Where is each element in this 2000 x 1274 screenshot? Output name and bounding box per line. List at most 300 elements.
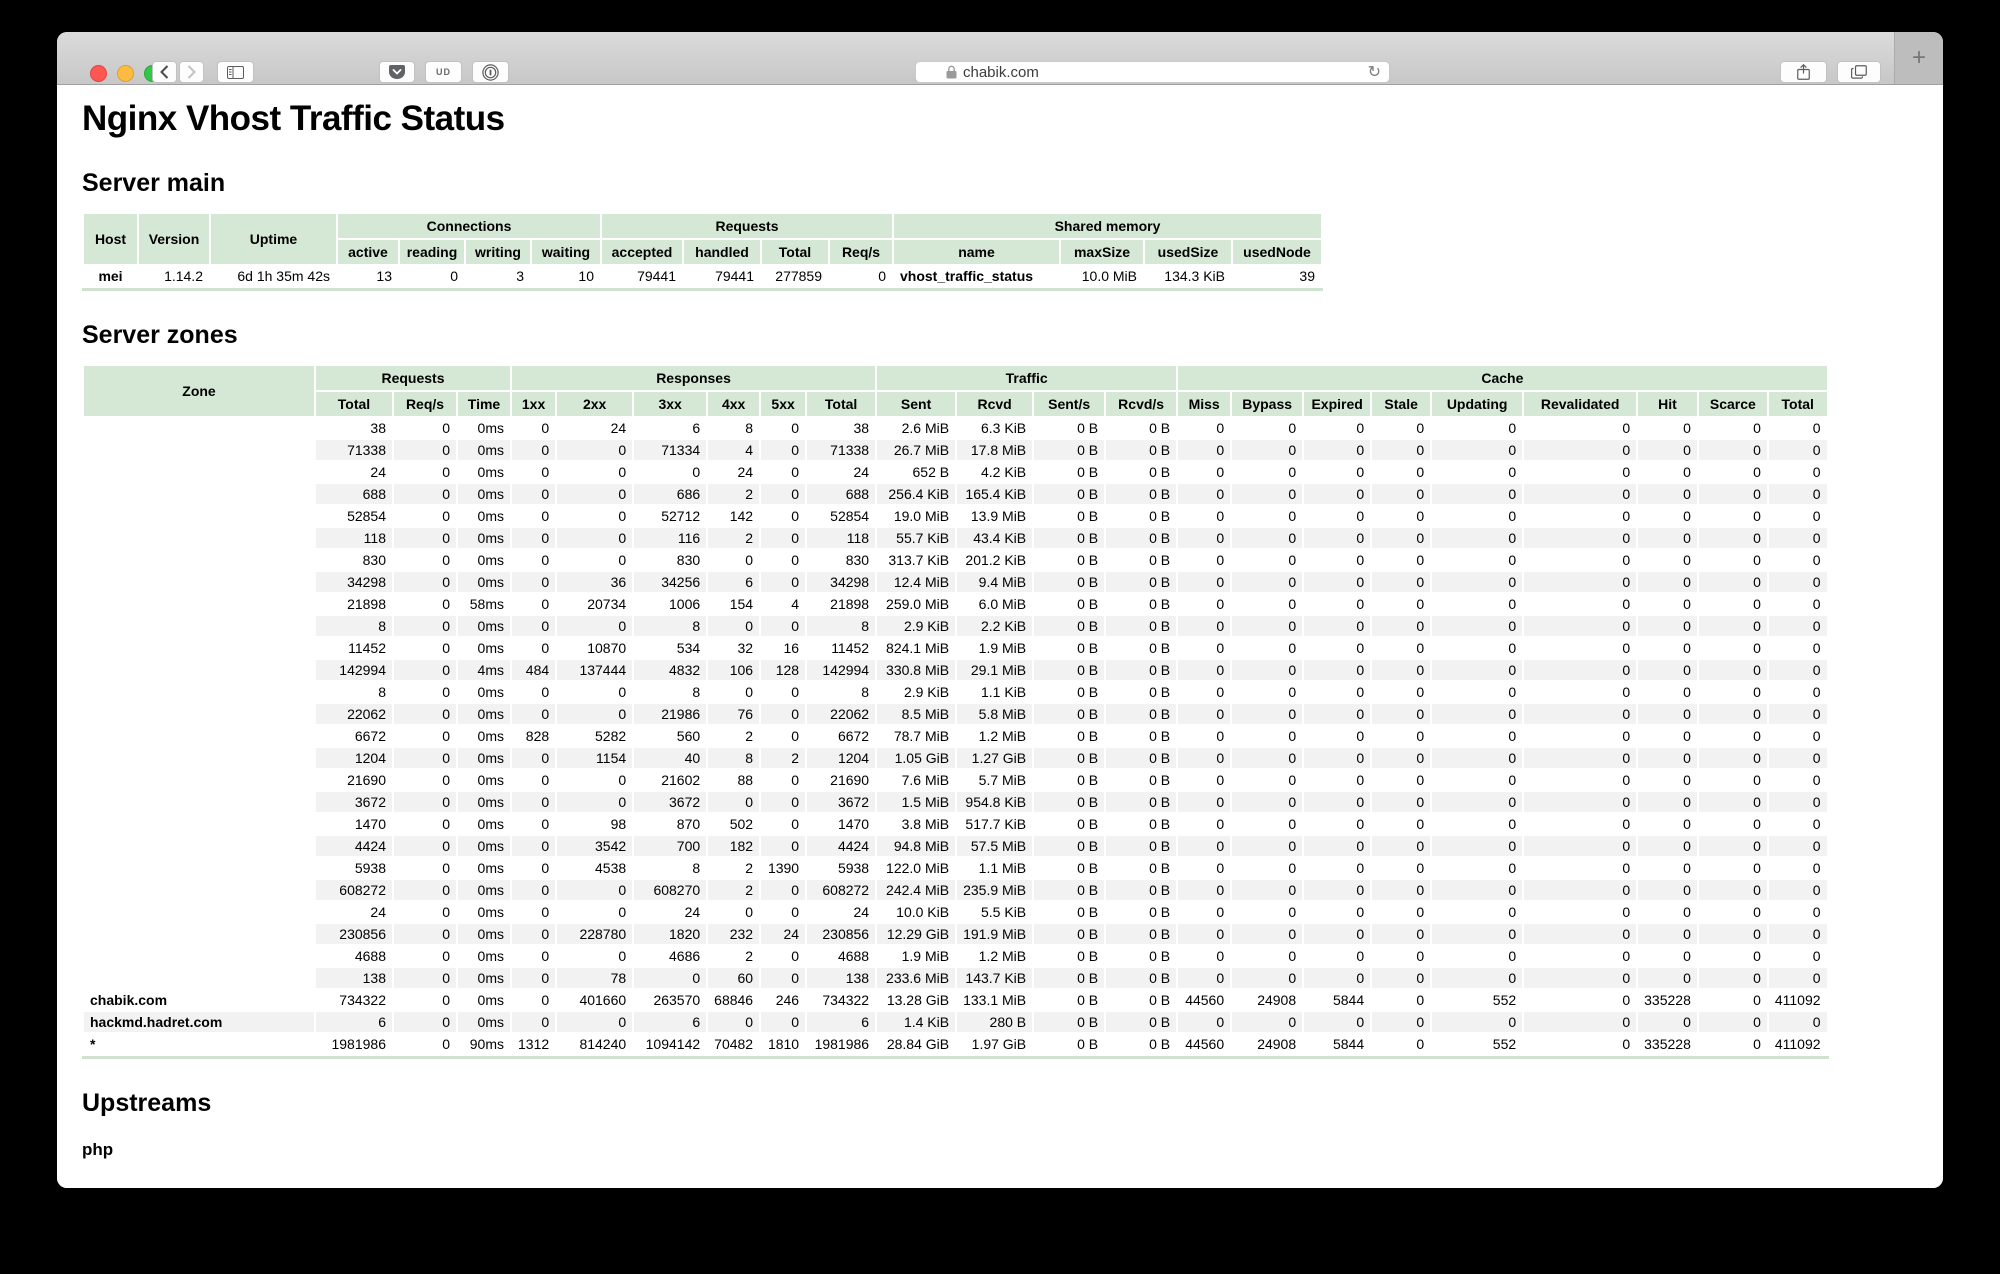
value-cell: 0 bbox=[1232, 440, 1302, 460]
value-cell: 4688 bbox=[837, 948, 870, 964]
column-header: handled bbox=[684, 240, 760, 264]
zone-name-cell bbox=[84, 792, 314, 812]
value-cell: 0 B bbox=[1034, 792, 1104, 812]
value-cell: 5.8 MiB bbox=[957, 704, 1032, 724]
value-cell: 17.8 MiB bbox=[957, 440, 1032, 460]
value-cell: 8 bbox=[708, 748, 759, 768]
value-cell: 0ms bbox=[458, 440, 510, 460]
value-cell: 0 bbox=[1372, 440, 1430, 460]
value-cell: 2 bbox=[745, 948, 754, 964]
value-cell: 0 bbox=[791, 728, 800, 744]
column-header-version: Version bbox=[139, 214, 209, 264]
value-cell: 0 bbox=[512, 792, 555, 812]
value-cell: 0 bbox=[1288, 728, 1297, 744]
value-cell: 12.4 MiB bbox=[877, 572, 955, 592]
value-cell: 0 B bbox=[1149, 420, 1171, 436]
value-cell: 0 bbox=[1622, 948, 1631, 964]
value-cell: 0 bbox=[1812, 948, 1821, 964]
value-cell: 0 B bbox=[1034, 748, 1104, 768]
value-cell: 2.6 MiB bbox=[901, 420, 950, 436]
value-cell: 0 bbox=[1432, 660, 1522, 680]
value-cell: 143.7 KiB bbox=[957, 968, 1032, 988]
value-cell: 0ms bbox=[477, 464, 504, 480]
value-cell: 0 bbox=[1372, 572, 1430, 592]
value-cell: 0 bbox=[1508, 464, 1517, 480]
value-cell: 0 bbox=[1508, 640, 1517, 656]
value-cell: 814240 bbox=[579, 1036, 627, 1052]
value-cell: 0 bbox=[1769, 792, 1827, 812]
value-cell: 0 bbox=[1524, 440, 1636, 460]
value-cell: 29.1 MiB bbox=[957, 660, 1032, 680]
value-cell: 0 bbox=[541, 948, 550, 964]
zone-name-cell bbox=[84, 902, 314, 922]
value-cell: 21986 bbox=[634, 704, 706, 724]
value-cell: 0 B bbox=[1149, 640, 1171, 656]
value-cell: 0ms bbox=[477, 640, 504, 656]
value-cell: 259.0 MiB bbox=[886, 596, 950, 612]
value-cell: 0 bbox=[1416, 728, 1425, 744]
value-cell: 8 bbox=[692, 684, 701, 700]
browser-window bbox=[57, 32, 1943, 1188]
value-cell: 232 bbox=[708, 924, 759, 944]
value-cell: 0 B bbox=[1034, 836, 1104, 856]
value-cell: 0 bbox=[541, 860, 550, 876]
value-cell: 0 bbox=[1622, 992, 1631, 1008]
value-cell: 0 B bbox=[1106, 704, 1176, 724]
value-cell: 0 bbox=[1304, 704, 1370, 724]
zone-name-cell bbox=[84, 484, 314, 504]
value-cell: 256.4 KiB bbox=[877, 484, 955, 504]
value-cell: 335228 bbox=[1644, 1036, 1691, 1052]
value-cell: 484 bbox=[512, 660, 555, 680]
value-cell: 0 B bbox=[1034, 484, 1104, 504]
value-cell: 0 bbox=[1683, 596, 1691, 612]
value-cell: 652 B bbox=[912, 464, 950, 480]
value-cell: 0 bbox=[1683, 904, 1691, 920]
ud-extension-button[interactable] bbox=[425, 61, 462, 83]
value-cell: 4688 bbox=[354, 948, 386, 964]
value-cell: 34256 bbox=[634, 572, 706, 592]
value-cell: 1.9 MiB bbox=[901, 948, 950, 964]
value-cell: 11452 bbox=[348, 640, 386, 656]
value-cell: 0ms bbox=[477, 508, 504, 524]
address-bar[interactable] bbox=[915, 61, 1390, 83]
value-cell: 0 bbox=[394, 880, 456, 900]
value-cell: 71338 bbox=[316, 440, 392, 460]
value-cell: 0 B bbox=[1149, 816, 1171, 832]
value-cell: 0 bbox=[761, 616, 805, 636]
value-cell: 0 bbox=[1683, 420, 1691, 436]
value-cell: 0 bbox=[1416, 948, 1425, 964]
value-cell: 0 bbox=[1524, 792, 1636, 812]
value-cell: 0 bbox=[394, 836, 456, 856]
value-cell: 0 bbox=[512, 704, 555, 724]
zone-name-cell: hackmd.hadret.com bbox=[84, 1012, 314, 1032]
value-cell: 0 bbox=[1372, 836, 1430, 856]
value-cell: 0 bbox=[1508, 552, 1517, 568]
value-cell: 0 bbox=[541, 508, 550, 524]
sidebar-toggle-button[interactable] bbox=[217, 61, 254, 83]
value-cell: 0 bbox=[1622, 904, 1631, 920]
back-button[interactable] bbox=[152, 61, 177, 83]
tab-overview-button[interactable] bbox=[1837, 61, 1881, 83]
value-cell: 0ms bbox=[458, 484, 510, 504]
value-cell: 0 bbox=[1372, 968, 1430, 988]
value-cell: 0 bbox=[442, 640, 450, 656]
value-cell: 68846 bbox=[714, 992, 754, 1008]
value-cell: 0 B bbox=[1034, 968, 1104, 988]
value-cell: 0 bbox=[1216, 728, 1225, 744]
value-cell: 3542 bbox=[557, 836, 632, 856]
value-cell: 0 B bbox=[1077, 464, 1099, 480]
value-cell: 0 bbox=[1524, 836, 1636, 856]
value-cell: 8 bbox=[807, 616, 875, 636]
url-text: chabik.com bbox=[963, 63, 1039, 81]
value-cell: 263570 bbox=[653, 992, 701, 1008]
value-cell: 0 bbox=[541, 904, 550, 920]
value-cell: 0 bbox=[1638, 704, 1697, 724]
pocket-extension-button[interactable] bbox=[379, 61, 415, 83]
value-cell: 0ms bbox=[477, 772, 504, 788]
value-cell: 0 bbox=[1638, 440, 1697, 460]
value-cell: 1470 bbox=[354, 816, 386, 832]
value-cell: 4686 bbox=[669, 948, 701, 964]
value-cell: 0 bbox=[1432, 572, 1522, 592]
value-cell: 4 bbox=[708, 440, 759, 460]
value-cell: 0 bbox=[1699, 836, 1767, 856]
minimize-window-button[interactable] bbox=[117, 65, 134, 82]
value-cell: 128 bbox=[761, 660, 805, 680]
value-cell: 24 bbox=[684, 904, 701, 920]
value-cell: 0 bbox=[394, 748, 456, 768]
value-cell: 0 bbox=[442, 464, 450, 480]
value-cell: 0 bbox=[1356, 904, 1365, 920]
value-cell: 0 bbox=[745, 684, 754, 700]
value-cell: 0 bbox=[1216, 860, 1225, 876]
value-cell: 0 bbox=[1356, 420, 1365, 436]
value-cell: 0 bbox=[1356, 948, 1365, 964]
value-cell: 0 bbox=[1416, 992, 1425, 1008]
value-cell: 0 bbox=[1288, 640, 1297, 656]
value-cell: 0 B bbox=[1149, 552, 1171, 568]
value-cell: 0 bbox=[1769, 880, 1827, 900]
value-cell: 24908 bbox=[1257, 992, 1297, 1008]
value-cell: 0 bbox=[618, 684, 627, 700]
value-cell: 0 bbox=[1232, 660, 1302, 680]
value-cell: 0 B bbox=[1077, 552, 1099, 568]
column-header: Sent bbox=[877, 392, 955, 416]
value-cell: 0 B bbox=[1106, 572, 1176, 592]
value-cell: 0 B bbox=[1106, 924, 1176, 944]
value-cell: 22062 bbox=[316, 704, 392, 724]
value-cell: 734322 bbox=[339, 992, 386, 1008]
zone-name-cell bbox=[84, 660, 314, 680]
value-cell: 0 bbox=[442, 1036, 450, 1052]
column-header: waiting bbox=[532, 240, 600, 264]
zone-name-cell bbox=[84, 748, 314, 768]
value-cell: 122.0 MiB bbox=[886, 860, 950, 876]
value-cell: 0 bbox=[761, 484, 805, 504]
value-cell: 71338 bbox=[807, 440, 875, 460]
value-cell: 6.3 KiB bbox=[981, 420, 1027, 436]
value-cell: 830 bbox=[845, 552, 870, 568]
value-cell: 0 B bbox=[1034, 1012, 1104, 1032]
value-cell: 0 bbox=[761, 1012, 805, 1032]
value-cell: 242.4 MiB bbox=[877, 880, 955, 900]
forward-button[interactable] bbox=[179, 61, 204, 83]
value-cell: 0 bbox=[1232, 572, 1302, 592]
value-cell: 0 bbox=[1699, 484, 1767, 504]
value-cell: 0 bbox=[1432, 924, 1522, 944]
value-cell: 0 bbox=[791, 684, 800, 700]
value-cell: 0 bbox=[512, 880, 555, 900]
value-cell: 116 bbox=[634, 528, 706, 548]
value-cell: 0 bbox=[442, 992, 450, 1008]
value-cell: 0 bbox=[557, 792, 632, 812]
column-header-host: Host bbox=[84, 214, 137, 264]
value-cell: 954.8 KiB bbox=[957, 792, 1032, 812]
zone-row bbox=[84, 528, 1827, 548]
value-cell: 0 bbox=[1178, 968, 1230, 988]
new-tab-button[interactable] bbox=[1894, 32, 1943, 84]
zone-name-cell bbox=[84, 968, 314, 988]
close-window-button[interactable] bbox=[90, 65, 107, 82]
upstream-name: php bbox=[82, 1140, 114, 1159]
value-cell: 0 B bbox=[1149, 948, 1171, 964]
value-cell: 0 bbox=[1178, 924, 1230, 944]
value-cell: 830 bbox=[676, 552, 701, 568]
value-cell: 0 bbox=[1216, 464, 1225, 480]
plus-icon: + bbox=[1911, 44, 1926, 71]
value-cell: 0 bbox=[1432, 528, 1522, 548]
zone-row bbox=[84, 418, 1827, 438]
value-cell: 6d 1h 35m 42s bbox=[237, 268, 330, 284]
zone-row bbox=[84, 1034, 1827, 1054]
reload-icon[interactable]: ↻ bbox=[1367, 64, 1381, 81]
value-cell: 0 bbox=[1812, 816, 1821, 832]
value-cell: 0 bbox=[1769, 616, 1827, 636]
value-cell: 0 bbox=[1216, 816, 1225, 832]
value-cell: 0ms bbox=[458, 836, 510, 856]
value-cell: 133.1 MiB bbox=[963, 992, 1027, 1008]
value-cell: 2.9 KiB bbox=[903, 684, 950, 700]
value-cell: 11452 bbox=[831, 640, 870, 656]
value-cell: 1154 bbox=[557, 748, 632, 768]
zone-row bbox=[84, 616, 1827, 636]
value-cell: 688 bbox=[316, 484, 392, 504]
value-cell: 44560 bbox=[1185, 1036, 1225, 1052]
value-cell: 0 bbox=[1699, 660, 1767, 680]
value-cell: 0 bbox=[1232, 528, 1302, 548]
value-cell: 0ms bbox=[477, 948, 504, 964]
value-cell: 0 bbox=[1508, 948, 1517, 964]
value-cell: 0 bbox=[1508, 816, 1517, 832]
value-cell: 134.3 KiB bbox=[1164, 268, 1225, 284]
value-cell: 0 B bbox=[1106, 1012, 1176, 1032]
value-cell: 0 bbox=[541, 464, 550, 480]
host-cell: mei bbox=[98, 268, 123, 284]
zone-row bbox=[84, 858, 1827, 878]
value-cell: 0 bbox=[1216, 552, 1225, 568]
value-cell: 0 bbox=[442, 904, 450, 920]
value-cell: 0 bbox=[1812, 640, 1821, 656]
value-cell: 0 bbox=[1699, 440, 1767, 460]
value-cell: 0 B bbox=[1034, 924, 1104, 944]
zone-name-cell: * bbox=[90, 1036, 96, 1052]
value-cell: 0 bbox=[791, 552, 800, 568]
value-cell: 0 bbox=[1753, 596, 1761, 612]
value-cell: 0 B bbox=[1106, 616, 1176, 636]
value-cell: 0ms bbox=[477, 860, 504, 876]
value-cell: 0 B bbox=[1077, 992, 1099, 1008]
value-cell: 0 bbox=[442, 860, 450, 876]
value-cell: 165.4 KiB bbox=[957, 484, 1032, 504]
value-cell: 10 bbox=[578, 268, 594, 284]
value-cell: 0 bbox=[394, 572, 456, 592]
value-cell: 52854 bbox=[347, 508, 386, 524]
zone-name-cell bbox=[84, 638, 314, 658]
value-cell: 0 bbox=[1753, 1036, 1761, 1052]
value-cell: 0 bbox=[1356, 464, 1365, 480]
value-cell: 0 bbox=[1356, 860, 1365, 876]
value-cell: 0 bbox=[1372, 880, 1430, 900]
value-cell: 517.7 KiB bbox=[965, 816, 1027, 832]
zone-row bbox=[84, 748, 1827, 768]
column-group-requests: Requests bbox=[316, 366, 510, 390]
value-cell: 0 bbox=[1812, 508, 1821, 524]
value-cell: 0 bbox=[1288, 596, 1297, 612]
value-cell: 0 bbox=[692, 464, 701, 480]
column-header: maxSize bbox=[1061, 240, 1143, 264]
column-header: name bbox=[894, 240, 1059, 264]
value-cell: 0 bbox=[1699, 1012, 1767, 1032]
value-cell: 0 bbox=[1524, 968, 1636, 988]
value-cell: 21602 bbox=[661, 772, 701, 788]
value-cell: 0 bbox=[1699, 792, 1767, 812]
value-cell: 0 B bbox=[1106, 440, 1176, 460]
value-cell: 0 bbox=[1769, 1012, 1827, 1032]
value-cell: 0 bbox=[618, 552, 627, 568]
value-cell: 0 bbox=[1372, 660, 1430, 680]
value-cell: 0 bbox=[1372, 484, 1430, 504]
value-cell: 88 bbox=[737, 772, 754, 788]
zone-row bbox=[84, 682, 1827, 702]
value-cell: 3672 bbox=[807, 792, 875, 812]
value-cell: 0 B bbox=[1106, 836, 1176, 856]
value-cell: 0 bbox=[1812, 420, 1821, 436]
value-cell: 0ms bbox=[458, 572, 510, 592]
value-cell: 38 bbox=[853, 420, 870, 436]
value-cell: 0 bbox=[745, 904, 754, 920]
value-cell: 1390 bbox=[767, 860, 800, 876]
value-cell: 0 bbox=[512, 1012, 555, 1032]
value-cell: 0 bbox=[394, 792, 456, 812]
value-cell: 0 bbox=[1638, 924, 1697, 944]
value-cell: 24 bbox=[737, 464, 754, 480]
value-cell: 0 B bbox=[1077, 772, 1099, 788]
value-cell: 0 bbox=[1638, 484, 1697, 504]
value-cell: 0 bbox=[541, 596, 550, 612]
value-cell: 0ms bbox=[458, 880, 510, 900]
value-cell: 0 bbox=[1524, 484, 1636, 504]
value-cell: 4832 bbox=[634, 660, 706, 680]
value-cell: 0 bbox=[1683, 816, 1691, 832]
value-cell: 235.9 MiB bbox=[957, 880, 1032, 900]
value-cell: 0 bbox=[1683, 640, 1691, 656]
value-cell: 0 bbox=[1232, 880, 1302, 900]
value-cell: 228780 bbox=[557, 924, 632, 944]
value-cell: 0 bbox=[618, 948, 627, 964]
value-cell: 0 bbox=[1699, 968, 1767, 988]
value-cell: 19.0 MiB bbox=[893, 508, 950, 524]
value-cell: 0 bbox=[1232, 836, 1302, 856]
value-cell: 0 bbox=[394, 968, 456, 988]
value-cell: 870 bbox=[676, 816, 701, 832]
value-cell: 0 bbox=[1304, 880, 1370, 900]
share-button[interactable] bbox=[1780, 61, 1827, 83]
forward-chevron-icon bbox=[187, 65, 196, 79]
value-cell: 0 bbox=[1288, 420, 1297, 436]
value-cell: 0 bbox=[1638, 836, 1697, 856]
value-cell: 78.7 MiB bbox=[893, 728, 950, 744]
value-cell: 0 bbox=[791, 816, 800, 832]
value-cell: 0 bbox=[1288, 948, 1297, 964]
value-cell: 0 bbox=[1638, 792, 1697, 812]
value-cell: 0 bbox=[442, 948, 450, 964]
value-cell: 0 bbox=[791, 948, 800, 964]
value-cell: 0 bbox=[1432, 748, 1522, 768]
value-cell: 0 bbox=[512, 836, 555, 856]
value-cell: 0 bbox=[512, 616, 555, 636]
value-cell: 0 bbox=[442, 596, 450, 612]
value-cell: 0 bbox=[618, 508, 627, 524]
value-cell: 5844 bbox=[1332, 1036, 1365, 1052]
value-cell: 0 bbox=[618, 772, 627, 788]
value-cell: 0 bbox=[1372, 528, 1430, 548]
value-cell: 0 bbox=[1304, 528, 1370, 548]
value-cell: 0 bbox=[761, 528, 805, 548]
value-cell: 0 bbox=[1288, 508, 1297, 524]
column-header: 5xx bbox=[761, 392, 805, 416]
zone-name-cell bbox=[84, 506, 314, 526]
column-header: usedSize bbox=[1145, 240, 1231, 264]
value-cell: 2.2 KiB bbox=[957, 616, 1032, 636]
zone-row bbox=[84, 880, 1827, 900]
value-cell: 0 bbox=[1699, 528, 1767, 548]
value-cell: 52854 bbox=[830, 508, 870, 524]
value-cell: 0 B bbox=[1034, 660, 1104, 680]
value-cell: 2 bbox=[761, 748, 805, 768]
value-cell: 0 bbox=[1622, 596, 1631, 612]
value-cell: 0 bbox=[1216, 948, 1225, 964]
value-cell: 1.97 GiB bbox=[971, 1036, 1027, 1052]
value-cell: 0 B bbox=[1034, 528, 1104, 548]
value-cell: 0 bbox=[1699, 704, 1767, 724]
value-cell: 0 bbox=[1288, 816, 1297, 832]
value-cell: 277859 bbox=[775, 268, 822, 284]
back-chevron-icon bbox=[160, 65, 169, 79]
value-cell: 0 bbox=[1699, 924, 1767, 944]
zone-row bbox=[84, 660, 1827, 680]
column-header: writing bbox=[466, 240, 530, 264]
column-header: Expired bbox=[1304, 392, 1370, 416]
onepassword-extension-button[interactable] bbox=[472, 61, 509, 83]
zones-group-header-row bbox=[84, 366, 1827, 390]
value-cell: 1.1 KiB bbox=[981, 684, 1027, 700]
column-header: 3xx bbox=[634, 392, 706, 416]
value-cell: 0 bbox=[1178, 880, 1230, 900]
value-cell: 0 bbox=[541, 684, 550, 700]
